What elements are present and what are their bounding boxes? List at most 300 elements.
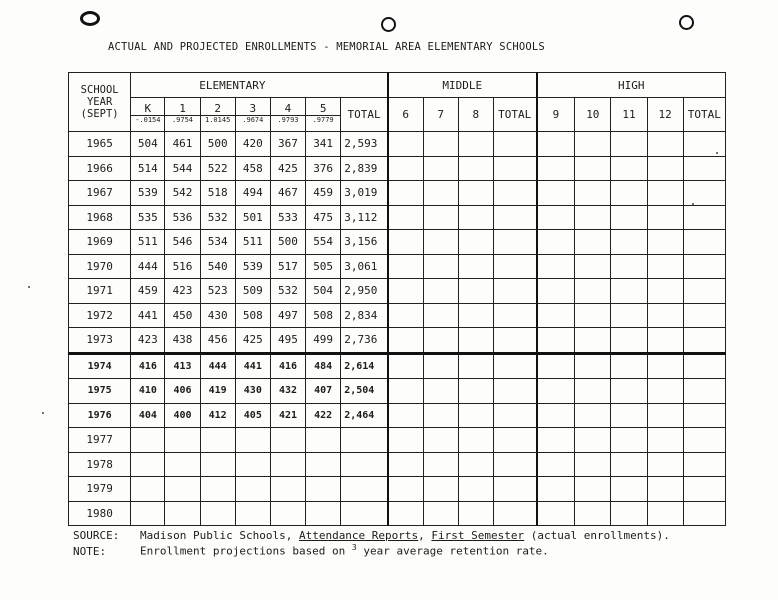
enrollment-cell: [306, 477, 341, 502]
empty-cell: [647, 279, 683, 304]
elementary-total-cell: 2,464: [341, 403, 388, 428]
enrollment-cell: [200, 428, 235, 453]
enrollment-cell: 522: [200, 156, 235, 181]
empty-cell: [458, 181, 493, 206]
col-header-middle-total: TOTAL: [493, 98, 536, 132]
empty-cell: [647, 132, 683, 157]
enrollment-table: [68, 72, 726, 526]
empty-cell: [537, 181, 575, 206]
empty-cell: [537, 452, 575, 477]
empty-cell: [575, 452, 611, 477]
enrollment-cell: 495: [270, 328, 305, 354]
empty-cell: [423, 353, 458, 379]
row-year: 1975: [69, 379, 131, 404]
enrollment-cell: 505: [306, 254, 341, 279]
elementary-total-cell: 2,614: [341, 353, 388, 379]
row-year: 1965: [69, 132, 131, 157]
enrollment-cell: 341: [306, 132, 341, 157]
empty-cell: [647, 477, 683, 502]
col-header-1: 1: [165, 98, 200, 116]
elementary-total-cell: [341, 501, 388, 526]
empty-cell: [683, 279, 725, 304]
empty-cell: [611, 403, 647, 428]
empty-cell: [647, 452, 683, 477]
enrollment-cell: 535: [131, 205, 165, 230]
empty-cell: [493, 452, 536, 477]
empty-cell: [458, 156, 493, 181]
note-text-end: year average retention rate.: [356, 544, 549, 558]
empty-cell: [493, 328, 536, 354]
enrollment-cell: 416: [131, 353, 165, 379]
row-year: 1977: [69, 428, 131, 453]
empty-cell: [423, 428, 458, 453]
empty-cell: [458, 477, 493, 502]
empty-cell: [493, 279, 536, 304]
empty-cell: [575, 353, 611, 379]
empty-cell: [493, 501, 536, 526]
retention-rate-1: .9754: [165, 116, 200, 132]
note-label: NOTE:: [73, 544, 107, 558]
empty-cell: [683, 181, 725, 206]
empty-cell: [611, 452, 647, 477]
empty-cell: [611, 132, 647, 157]
empty-cell: [683, 452, 725, 477]
empty-cell: [388, 230, 423, 255]
empty-cell: [575, 279, 611, 304]
col-header-12: 12: [647, 98, 683, 132]
row-year: 1972: [69, 303, 131, 328]
footer-notes: [73, 530, 670, 558]
elementary-total-cell: [341, 452, 388, 477]
empty-cell: [611, 254, 647, 279]
punch-hole-right: [679, 15, 694, 30]
source-separator: ,: [418, 529, 432, 542]
enrollment-cell: 518: [200, 181, 235, 206]
enrollment-cell: [165, 501, 200, 526]
empty-cell: [458, 254, 493, 279]
col-header-8: 8: [458, 98, 493, 132]
enrollment-cell: [131, 428, 165, 453]
empty-cell: [647, 379, 683, 404]
empty-cell: [423, 403, 458, 428]
empty-cell: [388, 132, 423, 157]
empty-cell: [611, 428, 647, 453]
empty-cell: [458, 353, 493, 379]
enrollment-cell: 430: [235, 379, 270, 404]
enrollment-cell: [270, 477, 305, 502]
enrollment-cell: 509: [235, 279, 270, 304]
enrollment-cell: 504: [306, 279, 341, 304]
empty-cell: [575, 254, 611, 279]
row-year: 1970: [69, 254, 131, 279]
high-group-header: HIGH: [537, 73, 726, 98]
elementary-total-cell: 2,593: [341, 132, 388, 157]
row-year: 1971: [69, 279, 131, 304]
empty-cell: [388, 254, 423, 279]
empty-cell: [537, 501, 575, 526]
empty-cell: [683, 254, 725, 279]
empty-cell: [537, 156, 575, 181]
empty-cell: [575, 379, 611, 404]
enrollment-cell: 532: [200, 205, 235, 230]
enrollment-cell: 423: [165, 279, 200, 304]
empty-cell: [647, 403, 683, 428]
empty-cell: [423, 254, 458, 279]
enrollment-cell: 508: [306, 303, 341, 328]
empty-cell: [575, 132, 611, 157]
enrollment-cell: 438: [165, 328, 200, 354]
empty-cell: [388, 303, 423, 328]
empty-cell: [575, 403, 611, 428]
enrollment-cell: 421: [270, 403, 305, 428]
empty-cell: [683, 303, 725, 328]
empty-cell: [611, 205, 647, 230]
empty-cell: [575, 156, 611, 181]
enrollment-cell: 430: [200, 303, 235, 328]
empty-cell: [537, 205, 575, 230]
enrollment-cell: 508: [235, 303, 270, 328]
table-row: [69, 230, 726, 255]
enrollment-cell: 523: [200, 279, 235, 304]
empty-cell: [388, 156, 423, 181]
enrollment-cell: [306, 501, 341, 526]
col-header-elem-total: TOTAL: [341, 98, 388, 132]
empty-cell: [537, 132, 575, 157]
col-header-6: 6: [388, 98, 423, 132]
empty-cell: [493, 181, 536, 206]
empty-cell: [388, 379, 423, 404]
empty-cell: [493, 254, 536, 279]
empty-cell: [388, 279, 423, 304]
empty-cell: [537, 328, 575, 354]
empty-cell: [537, 303, 575, 328]
empty-cell: [611, 181, 647, 206]
empty-cell: [537, 428, 575, 453]
table-row: [69, 477, 726, 502]
enrollment-cell: 410: [131, 379, 165, 404]
enrollment-cell: 444: [200, 353, 235, 379]
elementary-total-cell: 2,504: [341, 379, 388, 404]
row-year: 1976: [69, 403, 131, 428]
enrollment-cell: 367: [270, 132, 305, 157]
empty-cell: [683, 132, 725, 157]
row-year: 1980: [69, 501, 131, 526]
enrollment-cell: 458: [235, 156, 270, 181]
enrollment-cell: [270, 501, 305, 526]
empty-cell: [388, 181, 423, 206]
row-year: 1968: [69, 205, 131, 230]
enrollment-cell: 400: [165, 403, 200, 428]
table-row: [69, 303, 726, 328]
enrollment-cell: [235, 452, 270, 477]
empty-cell: [458, 428, 493, 453]
enrollment-cell: [200, 501, 235, 526]
enrollment-cell: 554: [306, 230, 341, 255]
empty-cell: [493, 303, 536, 328]
elementary-total-cell: 3,112: [341, 205, 388, 230]
enrollment-cell: 534: [200, 230, 235, 255]
empty-cell: [423, 452, 458, 477]
page-title: ACTUAL AND PROJECTED ENROLLMENTS - MEMORIAL AREA ELEMENTARY SCHOOLS: [108, 41, 545, 53]
col-header-5: 5: [306, 98, 341, 116]
enrollment-cell: 416: [270, 353, 305, 379]
retention-rate-3: .9674: [235, 116, 270, 132]
enrollment-cell: [165, 477, 200, 502]
elementary-total-cell: [341, 428, 388, 453]
elementary-total-cell: 2,736: [341, 328, 388, 354]
enrollment-cell: 501: [235, 205, 270, 230]
empty-cell: [683, 328, 725, 354]
enrollment-cell: [131, 501, 165, 526]
retention-rate-k: -.0154: [131, 116, 165, 132]
empty-cell: [388, 428, 423, 453]
row-year: 1966: [69, 156, 131, 181]
empty-cell: [683, 353, 725, 379]
empty-cell: [388, 205, 423, 230]
enrollment-cell: 539: [235, 254, 270, 279]
enrollment-cell: 494: [235, 181, 270, 206]
empty-cell: [575, 477, 611, 502]
enrollment-cell: 516: [165, 254, 200, 279]
empty-cell: [683, 156, 725, 181]
empty-cell: [458, 452, 493, 477]
enrollment-cell: 459: [306, 181, 341, 206]
enrollment-cell: 456: [200, 328, 235, 354]
empty-cell: [493, 428, 536, 453]
elementary-group-header: ELEMENTARY: [131, 73, 388, 98]
empty-cell: [423, 181, 458, 206]
note-number: 3: [351, 543, 357, 552]
paper-speck: [716, 152, 718, 154]
col-header-11: 11: [611, 98, 647, 132]
enrollment-cell: 405: [235, 403, 270, 428]
empty-cell: [388, 477, 423, 502]
empty-cell: [611, 230, 647, 255]
empty-cell: [683, 403, 725, 428]
empty-cell: [647, 428, 683, 453]
enrollment-cell: 499: [306, 328, 341, 354]
table-row: [69, 428, 726, 453]
col-header-9: 9: [537, 98, 575, 132]
enrollment-cell: [131, 477, 165, 502]
source-text: Madison Public Schools,: [140, 529, 299, 542]
retention-rate-5: .9779: [306, 116, 341, 132]
empty-cell: [647, 230, 683, 255]
empty-cell: [493, 230, 536, 255]
enrollment-cell: 459: [131, 279, 165, 304]
empty-cell: [647, 181, 683, 206]
enrollment-cell: [131, 452, 165, 477]
empty-cell: [388, 452, 423, 477]
table-row: [69, 452, 726, 477]
table-row: [69, 156, 726, 181]
empty-cell: [423, 156, 458, 181]
enrollment-cell: 407: [306, 379, 341, 404]
enrollment-cell: [306, 452, 341, 477]
enrollment-cell: 419: [200, 379, 235, 404]
empty-cell: [458, 303, 493, 328]
row-year: 1979: [69, 477, 131, 502]
empty-cell: [575, 181, 611, 206]
row-year: 1973: [69, 328, 131, 354]
empty-cell: [423, 279, 458, 304]
middle-group-header: MIDDLE: [388, 73, 537, 98]
enrollment-cell: 422: [306, 403, 341, 428]
enrollment-cell: 425: [270, 156, 305, 181]
table-row: [69, 254, 726, 279]
empty-cell: [493, 403, 536, 428]
empty-cell: [537, 403, 575, 428]
elementary-total-cell: 3,061: [341, 254, 388, 279]
enrollment-cell: 533: [270, 205, 305, 230]
enrollment-cell: [200, 477, 235, 502]
empty-cell: [575, 230, 611, 255]
enrollment-cell: [306, 428, 341, 453]
enrollment-cell: [270, 428, 305, 453]
empty-cell: [458, 132, 493, 157]
enrollment-cell: 544: [165, 156, 200, 181]
col-header-4: 4: [270, 98, 305, 116]
empty-cell: [458, 501, 493, 526]
empty-cell: [683, 379, 725, 404]
enrollment-cell: 467: [270, 181, 305, 206]
enrollment-cell: 444: [131, 254, 165, 279]
enrollment-cell: 450: [165, 303, 200, 328]
table-row: [69, 353, 726, 379]
enrollment-cell: 441: [131, 303, 165, 328]
empty-cell: [458, 328, 493, 354]
empty-cell: [647, 303, 683, 328]
elementary-total-cell: [341, 477, 388, 502]
enrollment-cell: 425: [235, 328, 270, 354]
empty-cell: [458, 230, 493, 255]
empty-cell: [537, 477, 575, 502]
table-row: [69, 279, 726, 304]
empty-cell: [493, 353, 536, 379]
empty-cell: [423, 230, 458, 255]
enrollment-cell: [270, 452, 305, 477]
table-row: [69, 403, 726, 428]
year-header-line: YEAR: [86, 96, 113, 108]
empty-cell: [493, 205, 536, 230]
enrollment-cell: 504: [131, 132, 165, 157]
enrollment-cell: [165, 452, 200, 477]
enrollment-cell: [235, 501, 270, 526]
row-year: 1969: [69, 230, 131, 255]
school-year-header: [69, 73, 131, 132]
empty-cell: [537, 279, 575, 304]
paper-speck: [42, 412, 44, 414]
source-text-end: (actual enrollments).: [524, 529, 670, 542]
empty-cell: [683, 428, 725, 453]
enrollment-cell: 423: [131, 328, 165, 354]
enrollment-cell: 412: [200, 403, 235, 428]
empty-cell: [537, 230, 575, 255]
empty-cell: [423, 132, 458, 157]
enrollment-cell: 441: [235, 353, 270, 379]
retention-rate-4: .9793: [270, 116, 305, 132]
empty-cell: [423, 205, 458, 230]
empty-cell: [575, 328, 611, 354]
empty-cell: [458, 379, 493, 404]
elementary-total-cell: 3,019: [341, 181, 388, 206]
empty-cell: [647, 205, 683, 230]
empty-cell: [458, 205, 493, 230]
enrollment-cell: 406: [165, 379, 200, 404]
empty-cell: [611, 303, 647, 328]
enrollment-cell: 532: [270, 279, 305, 304]
table-row: [69, 379, 726, 404]
enrollment-cell: 536: [165, 205, 200, 230]
enrollment-cell: [165, 428, 200, 453]
enrollment-cell: 461: [165, 132, 200, 157]
enrollment-cell: [200, 452, 235, 477]
empty-cell: [683, 501, 725, 526]
table-row: [69, 501, 726, 526]
enrollment-cell: 497: [270, 303, 305, 328]
enrollment-cell: 420: [235, 132, 270, 157]
table-row: [69, 328, 726, 354]
enrollment-cell: 413: [165, 353, 200, 379]
empty-cell: [647, 254, 683, 279]
empty-cell: [575, 205, 611, 230]
col-header-2: 2: [200, 98, 235, 116]
empty-cell: [493, 132, 536, 157]
empty-cell: [647, 353, 683, 379]
table-row: [69, 205, 726, 230]
empty-cell: [611, 279, 647, 304]
elementary-total-cell: 2,839: [341, 156, 388, 181]
empty-cell: [611, 379, 647, 404]
empty-cell: [647, 501, 683, 526]
row-year: 1978: [69, 452, 131, 477]
elementary-total-cell: 3,156: [341, 230, 388, 255]
empty-cell: [537, 254, 575, 279]
empty-cell: [423, 477, 458, 502]
enrollment-cell: 376: [306, 156, 341, 181]
col-header-high-total: TOTAL: [683, 98, 725, 132]
empty-cell: [611, 501, 647, 526]
empty-cell: [575, 428, 611, 453]
enrollment-cell: 484: [306, 353, 341, 379]
enrollment-cell: 432: [270, 379, 305, 404]
enrollment-cell: [235, 428, 270, 453]
empty-cell: [423, 379, 458, 404]
enrollment-cell: 500: [270, 230, 305, 255]
source-label: SOURCE:: [73, 529, 120, 542]
enrollment-cell: 539: [131, 181, 165, 206]
table-row: [69, 132, 726, 157]
row-year: 1967: [69, 181, 131, 206]
empty-cell: [493, 379, 536, 404]
empty-cell: [611, 328, 647, 354]
enrollment-cell: 514: [131, 156, 165, 181]
empty-cell: [683, 205, 725, 230]
source-attendance-reports: Attendance Reports: [298, 529, 419, 542]
empty-cell: [683, 230, 725, 255]
punch-hole-center: [381, 17, 396, 32]
year-header-line: (SEPT): [80, 108, 119, 120]
enrollment-cell: 546: [165, 230, 200, 255]
retention-rate-2: 1.0145: [200, 116, 235, 132]
empty-cell: [423, 501, 458, 526]
table-row: [69, 181, 726, 206]
elementary-total-cell: 2,834: [341, 303, 388, 328]
paper-speck: [692, 203, 694, 205]
enrollment-cell: 517: [270, 254, 305, 279]
table-body: [69, 132, 726, 526]
year-header-line: SCHOOL: [80, 84, 119, 96]
